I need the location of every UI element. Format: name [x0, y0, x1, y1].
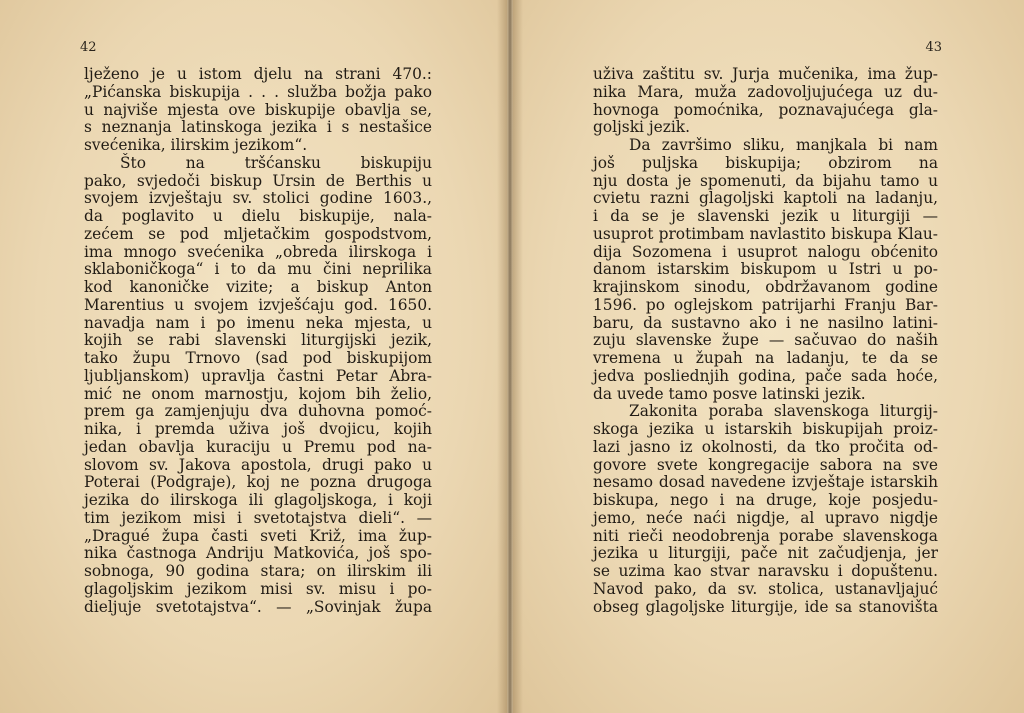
text-line: usuprot protimbam navlastito biskupa Klau- [593, 224, 938, 243]
text-line: lazi jasno iz okolnosti, da tko pročita od- [593, 437, 938, 456]
text-line: nika, i premda uživa još dvojicu, kojih [84, 420, 432, 438]
text-line: lježeno je u istom djelu na strani 470.: [84, 65, 432, 83]
text-line: Navod pako, da sv. stolica, ustanavljajuć [593, 579, 938, 598]
right-page [513, 0, 1024, 713]
text-line: se uzima kao stvar naravsku i dopuštenu. [593, 562, 938, 580]
text-line: s neznanja latinskoga jezika i s nestašice [84, 118, 432, 137]
text-line: sklaboničkoga“ i to da mu čini neprilika [84, 260, 432, 279]
text-line: Zakonita poraba slavenskoga liturgij- [629, 402, 938, 421]
text-line: obseg glagoljske liturgije, ide sa stanovišta [593, 597, 938, 616]
text-line: uživa zaštitu sv. Jurja mučenika, ima žup- [593, 65, 938, 83]
text-line: govore svete kongregacije sabora na sve [593, 455, 938, 474]
text-line: jedan obavlja kuraciju u Premu pod na- [84, 437, 432, 456]
text-line: Marentius u svojem izvješćaju god. 1650. [84, 295, 432, 314]
text-line: glagoljskim jezikom misi sv. misu i po- [84, 579, 432, 598]
text-line: niti rieči neodobrenja porabe slavenskoga [593, 526, 938, 545]
text-line: dieljuje svetotajstva“. — „Sovinjak župa [84, 597, 432, 616]
text-line: slovom sv. Jakova apostola, drugi pako u [84, 455, 432, 474]
text-line: jezika u liturgiji, pače nit začudjenja, jer [593, 544, 938, 563]
text-line: kod kanoničke vizite; a biskup Anton [84, 278, 432, 296]
text-line: krajinskom sinodu, obdržavanom godine [593, 278, 938, 296]
text-line: nju dosta je spomenuti, da bijahu tamo u [593, 171, 938, 190]
text-line: Poterai (Podgraje), koj ne pozna drugoga [84, 473, 432, 492]
text-line: Što na tršćansku biskupiju [120, 153, 432, 172]
book-gutter [497, 0, 523, 713]
text-line: Da završimo sliku, manjkala bi nam [629, 136, 938, 154]
body-text [84, 66, 432, 616]
left-page [0, 0, 507, 713]
text-line: „Dragué župa časti sveti Križ, ima žup- [84, 526, 432, 545]
text-line: cvietu razni glagoljski kaptoli na ladanju, [593, 189, 938, 208]
text-line: danom istarskim biskupom u Istri u po- [593, 260, 938, 279]
text-line: vremena u župah na ladanju, te da se [593, 349, 938, 367]
text-line: jedva posliednjih godina, pače sada hoće, [593, 366, 938, 385]
text-line: još puljska biskupija; obzirom na [593, 153, 938, 172]
text-line: svojem izvještaju sv. stolici godine 1603., [84, 189, 432, 208]
text-line: sobnoga, 90 godina stara; on ilirskim ili [84, 562, 432, 580]
text-line: pako, svjedoči biskup Ursin de Berthis u [84, 171, 432, 190]
page-number: 42 [80, 40, 97, 55]
text-line: prem ga zamjenjuju dva duhovna pomoć- [84, 402, 432, 421]
page-number: 43 [925, 40, 942, 55]
text-line: zećem se pod mljetačkim gospodstvom, [84, 224, 432, 243]
text-line: „Pićanska biskupija . . . služba božja pako [84, 82, 432, 101]
text-line: nika Mara, muža zadovoljujućega uz du- [593, 82, 938, 101]
text-line: dija Sozomena i usuprot nalogu obćenito [593, 242, 938, 261]
text-line: ima mnogo svećenika „obreda ilirskoga i [84, 242, 432, 261]
text-line: navadja nam i po imenu neka mjesta, u [84, 313, 432, 332]
text-line: jemo, neće naći nigdje, al upravo nigdje [593, 508, 938, 527]
text-line: u najviše mjesta ove biskupije obavlja se, [84, 100, 432, 119]
text-line: biskupa, nego i na druge, koje posjedu- [593, 491, 938, 509]
text-line: mić ne onom marnostju, kojom bih želio, [84, 384, 432, 403]
text-line: da poglavito u dielu biskupije, nala- [84, 207, 432, 225]
text-line: hovnoga pomoćnika, poznavajućega gla- [593, 100, 938, 119]
text-line: tim jezikom misi i svetotajstva dieli“. — [84, 508, 432, 527]
text-line: svećenika, ilirskim jezikom“. [84, 136, 308, 154]
text-line: goljski jezik. [593, 118, 690, 137]
text-line: jezika do ilirskoga ili glagoljskoga, i koji [84, 491, 432, 509]
text-line: ljubljanskom) upravlja častni Petar Abra- [84, 366, 432, 385]
text-line: tako župu Trnovo (sad pod biskupijom [84, 349, 432, 367]
text-line: nesamo dosad navedene izvještaje istarskih [593, 473, 938, 492]
text-line: skoga jezika u istarskih biskupijah proiz- [593, 420, 938, 438]
text-line: i da se je slavenski jezik u liturgiji — [593, 207, 938, 225]
text-line: kojih se rabi slavenski liturgijski jezik, [84, 331, 432, 350]
text-line: nika častnoga Andriju Matkovića, još spo- [84, 544, 432, 563]
text-line: zuju slavenske župe — sačuvao do naših [593, 331, 938, 350]
text-line: baru, da sustavno ako i ne nasilno latini- [593, 313, 938, 332]
text-line: 1596. po oglejskom patrijarhi Franju Bar- [593, 295, 938, 314]
body-text [593, 66, 938, 616]
text-line: da uvede tamo posve latinski jezik. [593, 384, 866, 403]
